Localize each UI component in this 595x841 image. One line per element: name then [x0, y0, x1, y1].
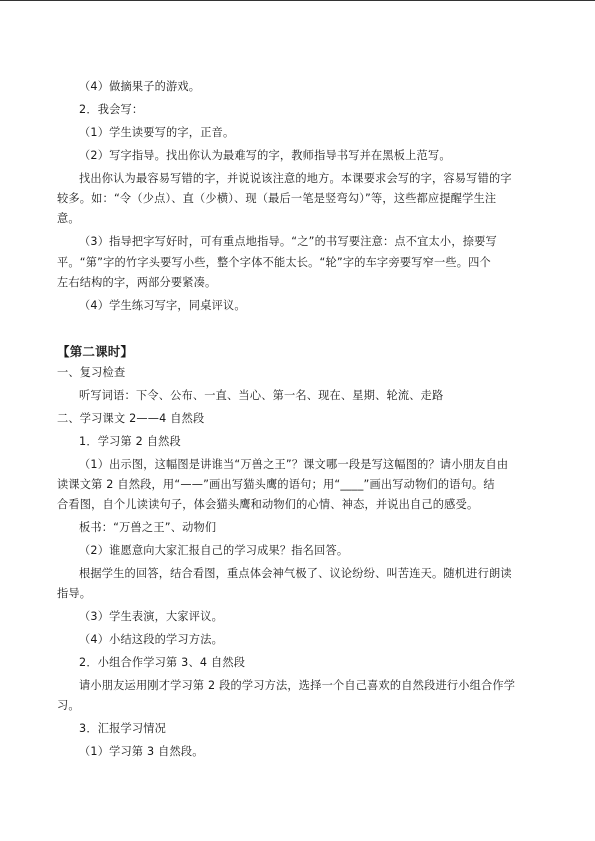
- text-line: 听写词语：下令、公布、一直、当心、第一名、现在、星期、轮流、走路: [79, 389, 444, 402]
- text-line: （1）学习第 3 自然段。: [79, 745, 204, 758]
- page-top-rule: [0, 0, 595, 1]
- text-line: 2．我会写：: [79, 103, 144, 116]
- text-line: （1）学生读要写的字，正音。: [79, 126, 235, 139]
- text-line: 平。“第”字的竹字头要写小些，整个字体不能太长。“轮”字的车字旁要写窄一些。四个: [57, 256, 491, 269]
- text-line: 二、学习课文 2——4 自然段: [57, 412, 205, 425]
- text-line: （3）指导把字写好时，可有重点地指导。“之”的书写要注意：点不宜太小，捺要写: [79, 235, 497, 248]
- text-line: （3）学生表演，大家评议。: [79, 610, 223, 623]
- text-line: 左右结构的字，两部分要紧凑。: [57, 276, 217, 289]
- text-line: 意。: [57, 212, 80, 225]
- text-line: （2）写字指导。找出你认为最难写的字，教师指导书写并在黑板上范写。: [79, 149, 451, 162]
- text-line: （2）谁愿意向大家汇报自己的学习成果？指名回答。: [79, 544, 349, 557]
- text-line: （4）做摘果子的游戏。: [79, 80, 201, 93]
- text-line: 根据学生的回答，结合看图，重点体会神气极了、议论纷纷、叫苦连天。随机进行朗读: [79, 567, 512, 580]
- text-line: （1）出示图，这幅图是讲谁当“万兽之王”？课文哪一段是写这幅图的？请小朋友自由: [79, 458, 509, 471]
- text-line: 一、复习检查: [57, 366, 126, 379]
- text-line: 请小朋友运用刚才学习第 2 段的学习方法，选择一个自己喜欢的自然段进行小组合作学: [79, 679, 516, 692]
- text-line: 较多。如：“令（少点）、直（少横）、现（最后一笔是竖弯勾）”等，这些都应提醒学生注: [57, 192, 497, 205]
- section-heading: 【第二课时】: [57, 344, 134, 359]
- text-line: （4）小结这段的学习方法。: [79, 633, 223, 646]
- text-line: （4）学生练习写字，同桌评议。: [79, 299, 246, 312]
- text-line: 指导。: [57, 587, 92, 600]
- text-line: 找出你认为最容易写错的字，并说说该注意的地方。本课要求会写的字，容易写错的字: [79, 172, 512, 185]
- text-line: 1．学习第 2 自然段: [79, 435, 181, 448]
- text-line: 习。: [57, 699, 80, 712]
- text-line: 合看图，自个儿读读句子，体会猫头鹰和动物们的心情、神态，并说出自己的感受。: [57, 498, 479, 511]
- text-line: 读课文第 2 自然段，用“——”画出写猫头鹰的语句；用“____”画出写动物们的语句。结: [57, 478, 495, 491]
- text-line: 3．汇报学习情况: [79, 722, 167, 735]
- text-line: 2．小组合作学习第 3、4 自然段: [79, 656, 246, 669]
- text-line: 板书：“万兽之王”、动物们: [79, 521, 217, 534]
